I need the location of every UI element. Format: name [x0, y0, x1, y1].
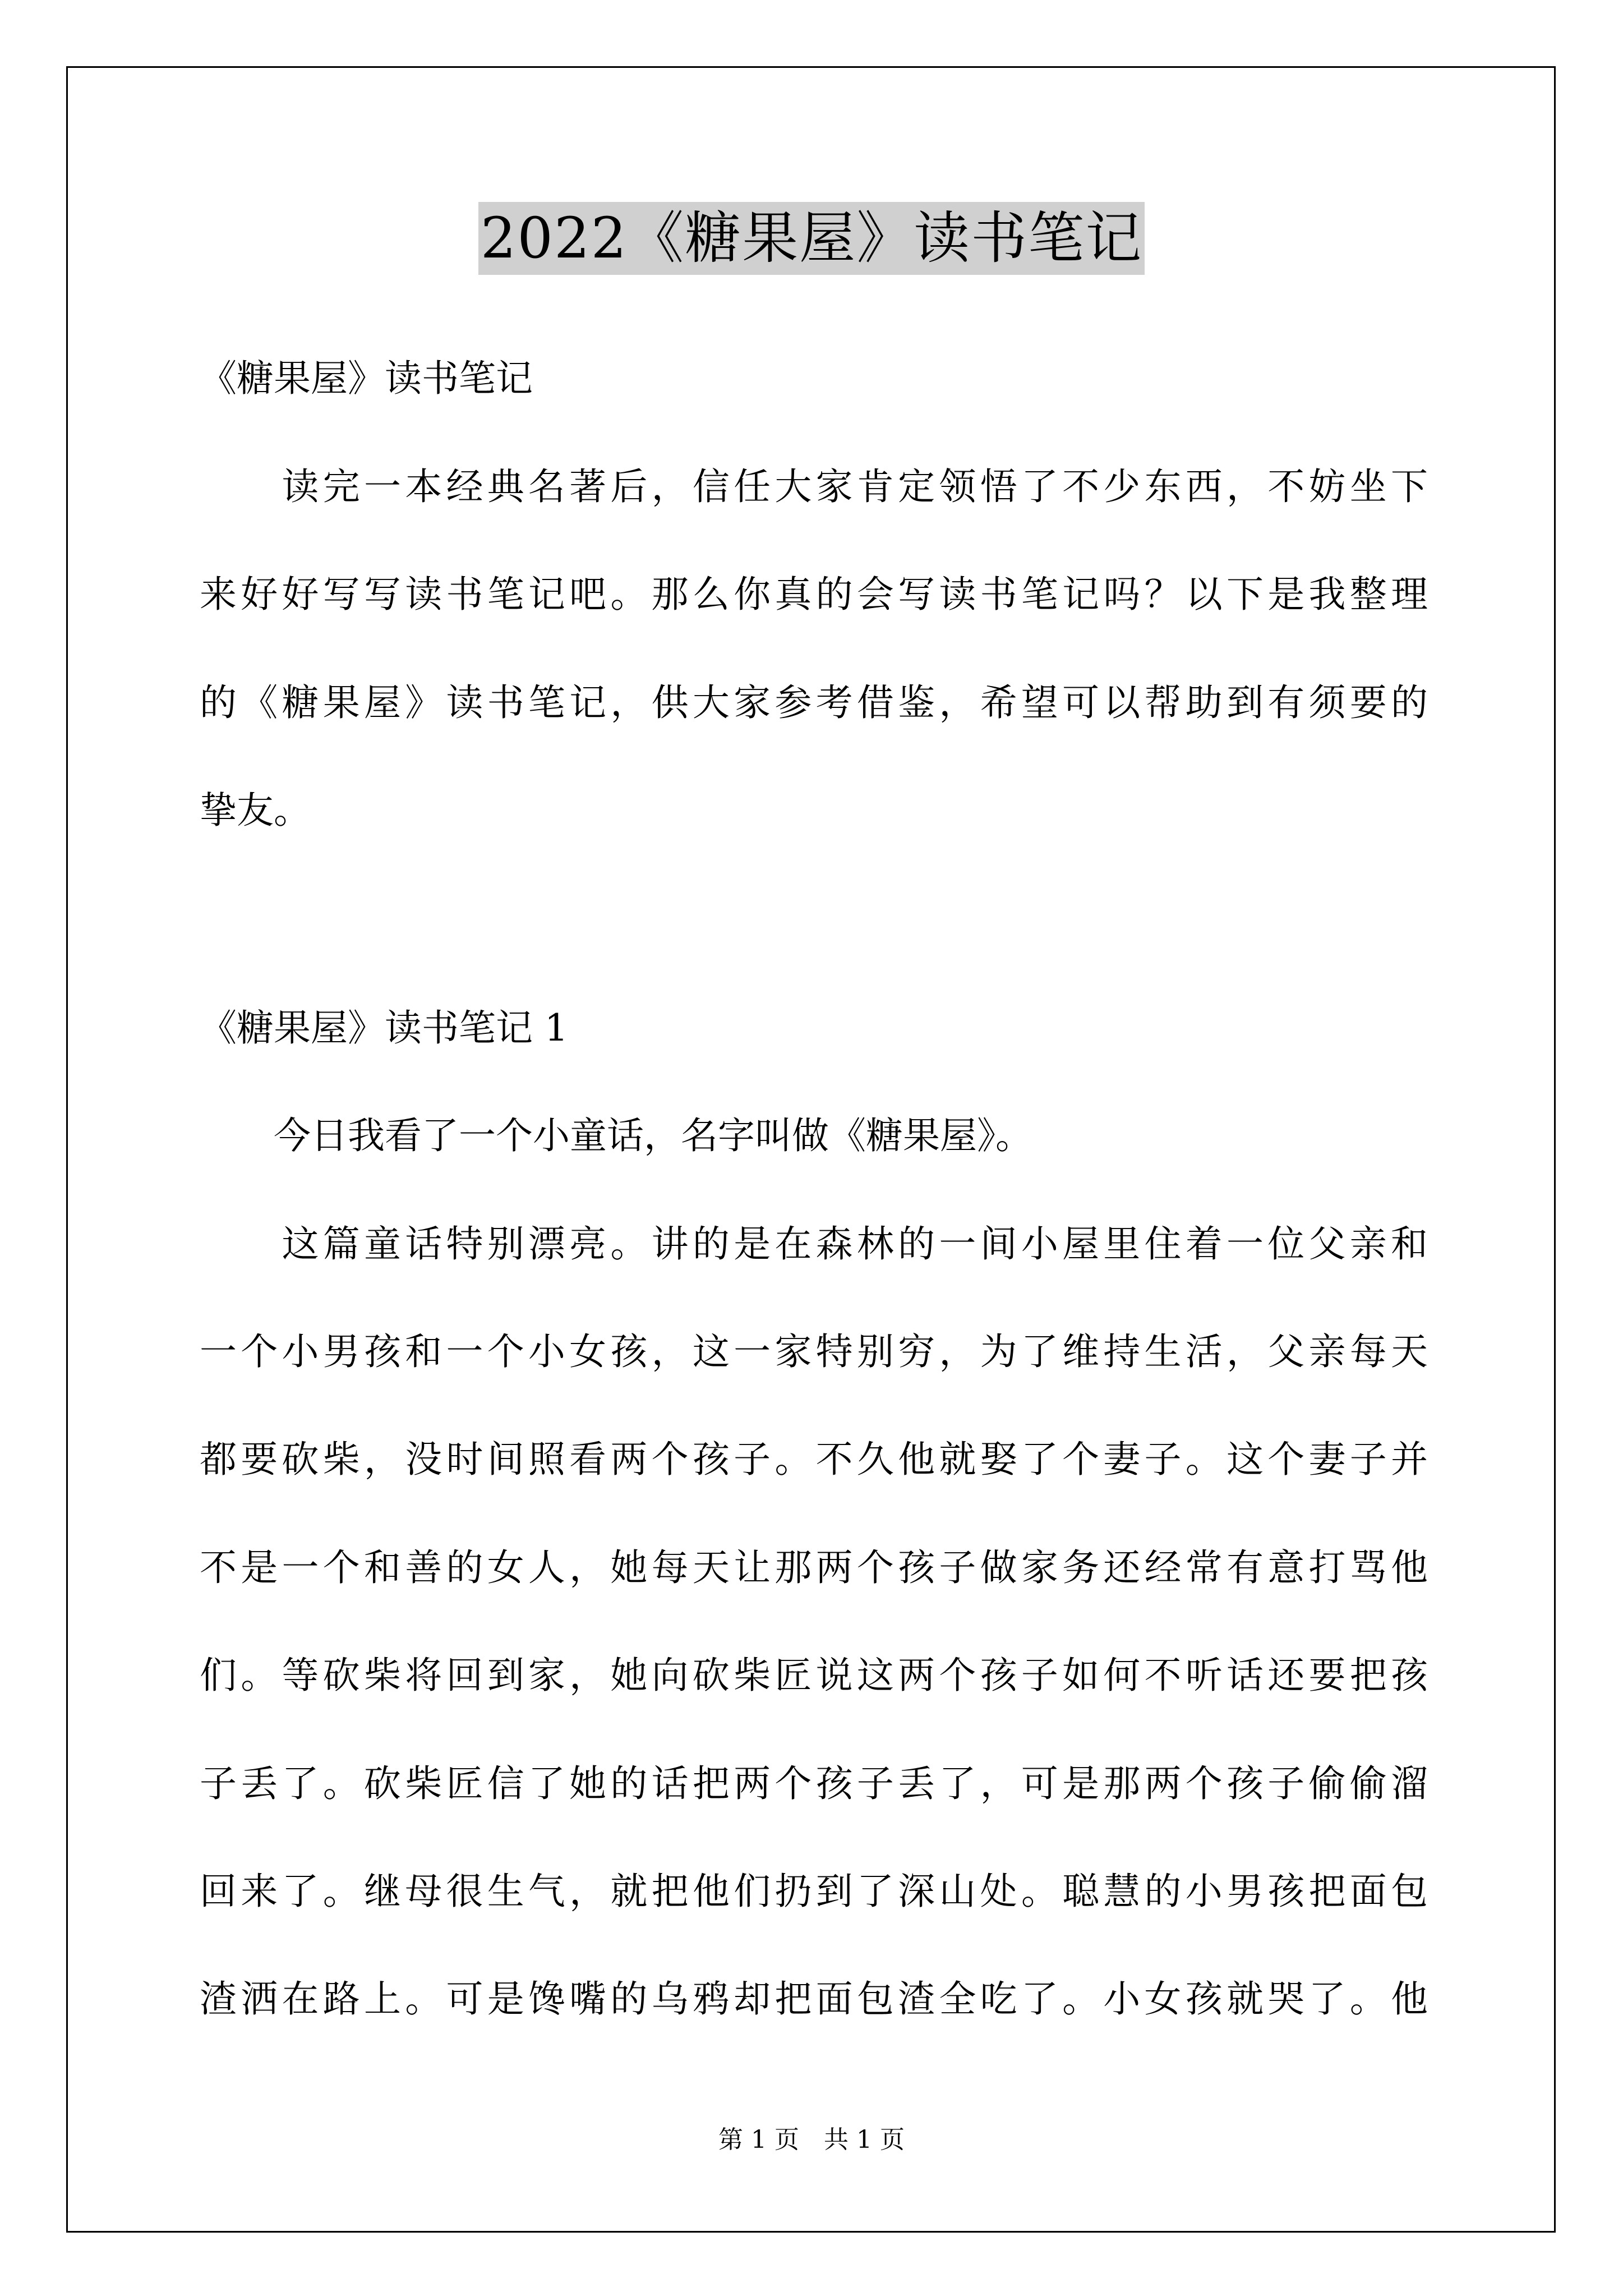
page-footer: 第 1 页 共 1 页 [718, 2125, 905, 2154]
paragraph-2-line-6: 子丢了。砍柴匠信了她的话把两个孩子丢了，可是那两个孩子偷偷溜 [200, 1762, 1428, 1805]
paragraph-2-line-7: 回来了。继母很生气，就把他们扔到了深山处。聪慧的小男孩把面包 [200, 1870, 1428, 1913]
intro-line-3: 的《糖果屋》读书笔记，供大家参考借鉴，希望可以帮助到有须要的 [200, 681, 1428, 724]
subtitle: 《糖果屋》读书笔记 [200, 357, 533, 400]
intro-line-4: 挚友。 [200, 789, 311, 832]
document-title: 2022《糖果屋》读书笔记 [478, 202, 1145, 275]
intro-line-2: 来好好写写读书笔记吧。那么你真的会写读书笔记吗？以下是我整理 [200, 573, 1428, 616]
paragraph-2-line-5: 们。等砍柴将回到家，她向砍柴匠说这两个孩子如何不听话还要把孩 [200, 1654, 1428, 1697]
paragraph-2-line-4: 不是一个和善的女人，她每天让那两个孩子做家务还经常有意打骂他 [200, 1546, 1428, 1589]
paragraph-2-line-2: 一个小男孩和一个小女孩，这一家特别穷，为了维持生活，父亲每天 [200, 1330, 1428, 1373]
section-heading: 《糖果屋》读书笔记 1 [200, 1006, 568, 1050]
paragraph-2-line-8: 渣洒在路上。可是馋嘴的乌鸦却把面包渣全吃了。小女孩就哭了。他 [200, 1977, 1428, 2021]
title-container [0, 202, 1623, 275]
paragraph-2-line-3: 都要砍柴，没时间照看两个孩子。不久他就娶了个妻子。这个妻子并 [200, 1438, 1428, 1481]
paragraph-2-line-1: 这篇童话特别漂亮。讲的是在森林的一间小屋里住着一位父亲和 [200, 1222, 1428, 1266]
paragraph-1-line: 今日我看了一个小童话，名字叫做《糖果屋》。 [200, 1114, 1032, 1157]
intro-line-1: 读完一本经典名著后，信任大家肯定领悟了不少东西，不妨坐下 [200, 465, 1428, 508]
